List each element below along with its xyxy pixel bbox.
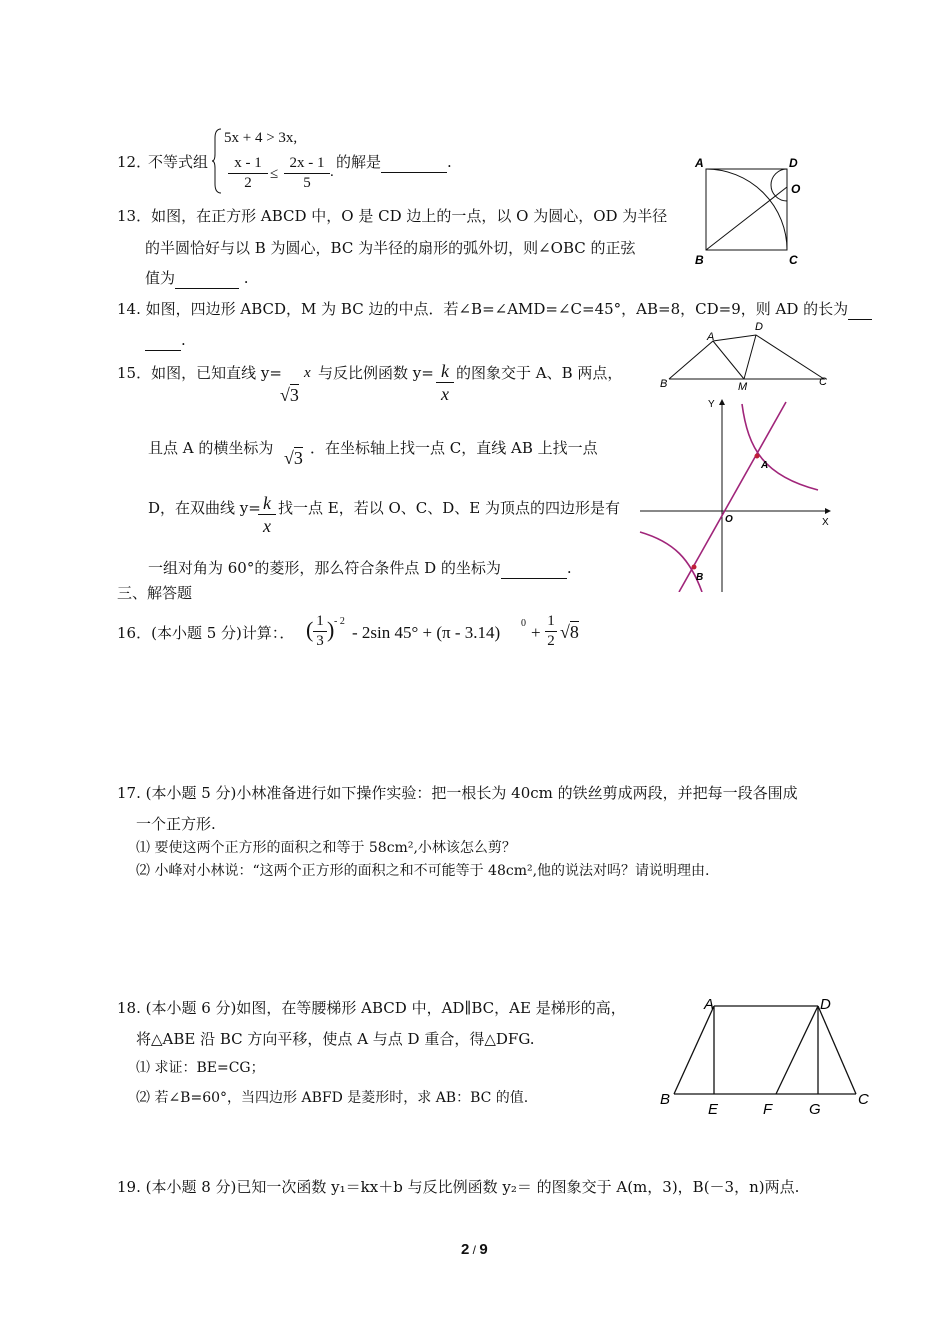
q14-blank-a[interactable] [848,299,872,320]
q15-line2-post: ．在坐标轴上找一点 C，直线 AB 上找一点 [310,439,598,457]
q15-line4-pre: 一组对角为 60°的菱形，那么符合条件点 D 的坐标为 [148,559,501,577]
q18-label-g: G [809,1101,821,1118]
q13-label-a: A [695,156,704,170]
q12-frac2-den: 5 [303,175,311,191]
q15-point-b [692,565,697,570]
q15-sqrt3-b-value: 3 [293,448,303,468]
q15-figure [636,394,836,592]
q14-label-d: D [755,321,763,333]
q15-k-a: k [436,360,454,383]
q12-frac2-num: 2x - 1 [284,154,330,174]
q13-label-b: B [695,253,704,267]
q16-half [545,612,557,651]
q18-label-b: B [660,1091,671,1108]
q16-plus: + [531,623,541,642]
q18-label-a: A [704,996,715,1013]
q15-line1-x: x [304,365,311,381]
q15-sqrt3-a-value: 3 [289,385,299,405]
q16-prefix: 16．(本小题 5 分)计算：． [117,624,295,642]
page-current: 2 [461,1241,470,1258]
page-total: 9 [479,1241,488,1258]
q13-line-2: 的半圆恰好与以 B 为圆心，BC 为半径的扇形的弧外切，则∠OBC 的正弦 [145,239,636,257]
q16-middle: - 2sin 45° + (π - 3.14) [352,623,501,642]
q15-label-a: A [761,460,769,471]
q12-brace [212,128,222,194]
q15-line1-pre: 15．如图，已知直线 y= [117,364,282,382]
q12-inequality-1: 5x + 4 > 3x, [224,130,298,146]
q14-label-c: C [819,376,827,388]
q15-line2-pre: 且点 A 的横坐标为 [148,439,274,457]
q12-prefix: 不等式组 [148,153,209,171]
q13-line3-end: . [239,269,249,287]
q14-line1-text: 14. 如图，四边形 ABCD，M 为 BC 边的中点．若∠B=∠AMD=∠C=45°，AB=8，CD=9，则 AD 的长为 [117,300,849,318]
q16-eight: 8 [569,622,579,642]
q16-exp-neg2: - 2 [334,616,345,627]
q15-label-b: B [696,572,704,583]
q18-label-c: C [858,1091,869,1108]
page-footer [461,1240,488,1260]
q14-blank-b[interactable] [145,330,181,351]
q15-x-b: x [263,516,271,536]
q14-label-m: M [738,381,748,393]
q17-line-1: 17. (本小题 5 分)小林准备进行如下操作实验：把一根长为 40cm 的铁丝剪成两段，并把每一段各围成 [117,784,798,802]
q16-exp-0: 0 [521,618,526,629]
q18-figure [652,992,882,1120]
q15-label-x: X [822,517,829,528]
q15-sqrt3-a: √3 [280,385,299,405]
q13-line-3 [145,268,249,289]
q15-line-ab [679,402,786,592]
q13-label-d: D [789,156,798,170]
q13-label-o: O [791,182,801,196]
q15-blank[interactable] [501,558,567,579]
q15-line1-post: 的图象交于 A、B 两点， [456,364,623,382]
q12-blank[interactable] [381,152,447,173]
q12-frac1-num: x - 1 [228,154,268,174]
q15-sqrt3-b: √3 [284,448,303,468]
q18-part-1: ⑴ 求证：BE=CG； [136,1060,265,1076]
q15-line3-post: 找一点 E，若以 O、C、D、E 为顶点的四边形是有 [278,499,621,517]
q18-part-2: ⑵ 若∠B=60°，当四边形 ABFD 是菱形时，求 AB：BC 的值. [136,1090,529,1106]
q15-hyperbola-left [640,532,702,592]
q16-three: 3 [316,633,324,649]
q15-label-o: O [725,514,733,525]
q16-sqrt8: √8 [560,622,579,642]
q14-label-a: A [707,331,715,343]
q14-line-2 [145,330,186,351]
q15-k-over-x-a [436,360,454,405]
q14-line2-end: . [181,331,186,349]
q13-label-c: C [789,253,798,267]
q12-number: 12． [117,153,152,171]
q15-line4-end: . [566,559,572,577]
q12-frac1-den: 2 [244,175,252,191]
q16-half-den: 2 [547,633,555,649]
q13-line-1: 13．如图，在正方形 ABCD 中，O 是 CD 边上的一点，以 O 为圆心，OD 为半径 [117,207,668,225]
q15-k-b: k [258,492,276,515]
q14-label-b: B [660,378,668,390]
q12-dot: . [330,164,334,180]
q18-label-f: F [763,1101,773,1118]
q12-fraction-1 [228,154,268,193]
q15-hyperbola-right [742,404,818,490]
q15-line-4 [148,558,572,579]
q18-label-d: D [820,996,831,1013]
q18-line-2: 将△ABE 沿 BC 方向平移，使点 A 与点 D 重合，得△DFG. [136,1030,535,1048]
q15-k-over-x-b [258,492,276,537]
q17-part-1: ⑴ 要使这两个正方形的面积之和等于 58cm²,小林该怎么剪？ [136,840,516,856]
q15-line3-pre: D，在双曲线 y= [148,499,261,517]
section-3-heading: 三、解答题 [117,584,193,602]
q16-half-num: 1 [545,612,557,632]
q18-label-e: E [708,1101,719,1118]
q12-leq: ≤ [270,166,279,182]
q16-one-third [313,612,327,651]
q17-line-2: 一个正方形. [136,815,216,833]
q15-line1-mid: 与反比例函数 y= [318,364,434,382]
q15-label-y: Y [708,399,715,410]
q13-blank[interactable] [175,268,239,289]
q16-paren-close: ) [327,617,335,642]
q14-figure [656,316,836,396]
page-separator: / [469,1243,480,1257]
q16-one: 1 [313,612,327,632]
q12-answer-line [336,152,452,173]
q16-paren-open: ( [306,617,314,642]
q12-end: . [447,153,452,171]
q12-fraction-2 [284,154,330,193]
q13-line3-pre: 值为 [145,269,176,287]
q13-figure [690,150,810,270]
q15-x-a: x [441,384,449,404]
q19-line: 19. (本小题 8 分)已知一次函数 y₁＝kx＋b 与反比例函数 y₂＝ 的图象交于 A(m，3)，B(－3，n)两点. [117,1178,800,1196]
q17-part-2: ⑵ 小峰对小林说：“这两个正方形的面积之和不可能等于 48cm²,他的说法对吗？请说明理由. [136,863,710,879]
q18-line-1: 18. (本小题 6 分)如图，在等腰梯形 ABCD 中，AD∥BC，AE 是梯形的高， [117,999,626,1017]
q15-point-a [755,454,760,459]
q12-post: 的解是 [336,153,382,171]
